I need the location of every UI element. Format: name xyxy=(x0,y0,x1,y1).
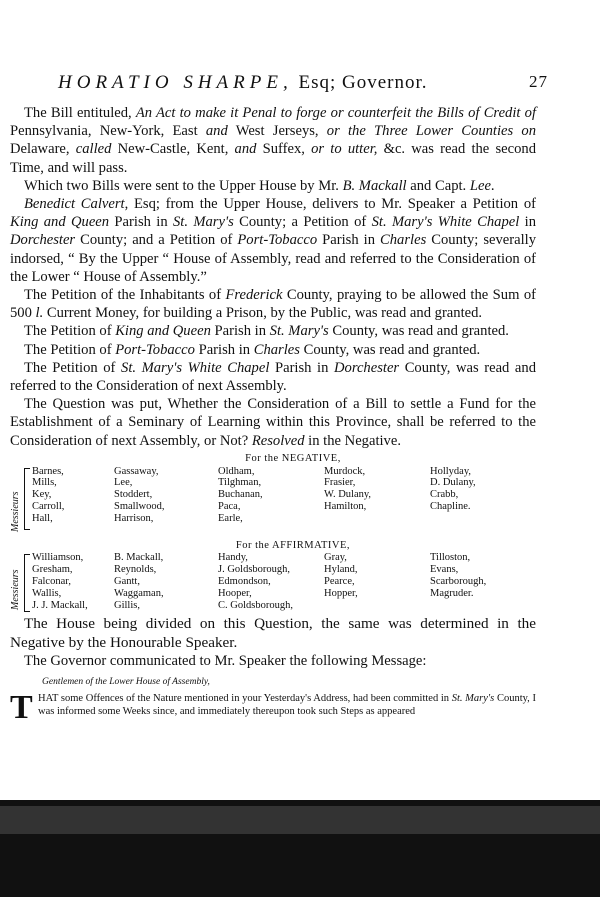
paragraph-frederick-petition: The Petition of the Inhabitants of Frederick County, praying to be allowed the Sum of 500 l. Current Money, for building a Prison, by the Public, was read and granted. xyxy=(10,287,536,322)
voter-name: J. Goldsborough, xyxy=(218,564,291,576)
message-salutation: Gentlemen of the Lower House of Assembly, xyxy=(42,677,210,688)
messieurs-label-negative: Messieurs xyxy=(10,491,21,532)
voter-name: Falconar, xyxy=(32,576,71,588)
vote-column xyxy=(218,466,263,525)
voter-name: Hopper, xyxy=(324,587,358,599)
paragraph-petitions-delivered: Benedict Calvert, Esq; from the Upper House, delivers to Mr. Speaker a Petition of King and Queen Parish in St. Mary's County; a Petition of St. Mary's White Chapel in Dorchester County; and a Petition of Port-Tobacco Parish in Charles County; severally indorsed, “ By the Upper “ House of Assembly, read and referred to the Consideration of the Lower “ House of Assembly.” xyxy=(10,196,536,285)
voter-name: Chapline. xyxy=(430,501,471,513)
voter-name: Scarborough, xyxy=(430,576,487,588)
affirmative-votes xyxy=(10,552,536,612)
voter-name: Gassaway, xyxy=(114,465,159,477)
voter-name: Magruder. xyxy=(430,587,474,599)
vote-column xyxy=(430,552,486,599)
paragraph-seminary-question: The Question was put, Whether the Consideration of a Bill to settle a Fund for the Establishment of a Seminary of Learning within this Province, shall be referred to the Consideration of next Assembly, or Not? Resolved in the Negative. xyxy=(10,396,536,449)
voter-name: C. Goldsborough, xyxy=(218,599,293,611)
voter-name: Murdock, xyxy=(324,465,366,477)
voter-name: W. Dulany, xyxy=(324,489,372,501)
scan-binding-edge xyxy=(0,800,600,897)
voter-name: Tilghman, xyxy=(218,477,262,489)
header-name: HORATIO SHARPE, xyxy=(58,72,293,93)
vote-column xyxy=(32,552,88,611)
voter-name: Buchanan, xyxy=(218,489,263,501)
paragraph-governor-message: The Governor communicated to Mr. Speaker the following Message: xyxy=(24,652,427,669)
voter-name: Earle, xyxy=(218,512,243,524)
vote-column xyxy=(218,552,293,611)
voter-name: Stoddert, xyxy=(114,489,153,501)
page-number: 27 xyxy=(529,72,548,91)
voter-name: Waggaman, xyxy=(114,587,164,599)
voter-name: Hooper, xyxy=(218,587,252,599)
vote-column xyxy=(324,552,358,599)
voter-name: Gantt, xyxy=(114,576,140,588)
message-text: T HAT some Offences of the Nature mentioned in your Yesterday's Address, had been committed in St. Mary's County, I was informed some Weeks since, and immediately thereupon took such Steps as appeared xyxy=(10,689,536,727)
brace-affirmative xyxy=(24,554,30,612)
voter-name: Smallwood, xyxy=(114,501,165,513)
voter-name: Crabb, xyxy=(430,489,459,501)
voter-name: Edmondson, xyxy=(218,576,271,588)
voter-name: Mills, xyxy=(32,477,57,489)
voter-name: Paca, xyxy=(218,501,241,513)
scan-streak xyxy=(0,806,600,834)
vote-column xyxy=(32,466,64,525)
voter-name: Tilloston, xyxy=(430,552,471,564)
voter-name: Hall, xyxy=(32,512,53,524)
header-title: Esq; Governor. xyxy=(298,72,428,93)
paragraph-bill-entituled: The Bill entituled, An Act to make it Penal to forge or counterfeit the Bills of Credit of Pennsylvania, New-York, East and West Jerseys, or the Three Lower Counties on Delaware, called New-Castle, Kent, and Suffex, or to utter, &c. was read the second Time, and will pass. xyxy=(10,105,537,176)
paragraph-house-divided: The House being divided on this Question, the same was determined in the Negative by the Honourable Speaker. xyxy=(10,615,536,651)
paragraph-port-tobacco-petition: The Petition of Port-Tobacco Parish in Charles County, was read and granted. xyxy=(24,341,481,358)
messieurs-label-affirmative: Messieurs xyxy=(10,569,21,611)
voter-name: Reynolds, xyxy=(114,564,157,576)
vote-column xyxy=(324,466,371,513)
voter-name: Key, xyxy=(32,489,52,501)
voter-name: Frasier, xyxy=(324,477,356,489)
voter-name: Lee, xyxy=(114,477,133,489)
voter-name: Gresham, xyxy=(32,564,73,576)
voter-name: Hollyday, xyxy=(430,465,472,477)
voter-name: B. Mackall, xyxy=(114,552,164,564)
negative-votes xyxy=(10,466,536,538)
affirmative-heading: For the AFFIRMATIVE, xyxy=(235,539,351,551)
voter-name: Harrison, xyxy=(114,512,154,524)
voter-name: Gray, xyxy=(324,552,347,564)
voter-name: Gillis, xyxy=(114,599,140,611)
vote-column xyxy=(114,552,164,611)
voter-name: Oldham, xyxy=(218,465,255,477)
voter-name: Wallis, xyxy=(32,587,62,599)
voter-name: Barnes, xyxy=(32,465,64,477)
voter-name: Pearce, xyxy=(324,576,355,588)
voter-name: Williamson, xyxy=(32,552,84,564)
voter-name: Hyland, xyxy=(324,564,358,576)
drop-cap: T xyxy=(10,689,33,727)
paragraph-bills-sent: Which two Bills were sent to the Upper House by Mr. B. Mackall and Capt. Lee. xyxy=(24,177,495,194)
vote-column xyxy=(430,466,476,513)
journal-text xyxy=(10,104,537,727)
voter-name: J. J. Mackall, xyxy=(32,599,88,611)
vote-column xyxy=(114,466,164,525)
brace-negative xyxy=(24,468,30,530)
running-header xyxy=(58,72,548,94)
voter-name: Evans, xyxy=(430,564,459,576)
paragraph-white-chapel-petition: The Petition of St. Mary's White Chapel Parish in Dorchester County, was read and referred to the Consideration of next Assembly. xyxy=(10,359,537,395)
voter-name: Handy, xyxy=(218,552,248,564)
division-list xyxy=(10,453,536,613)
voter-name: D. Dulany, xyxy=(430,477,476,489)
negative-heading: For the NEGATIVE, xyxy=(245,452,341,464)
voter-name: Carroll, xyxy=(32,501,65,513)
voter-name: Hamilton, xyxy=(324,501,367,513)
paragraph-king-queen-petition: The Petition of King and Queen Parish in St. Mary's County, was read and granted. xyxy=(24,323,509,340)
